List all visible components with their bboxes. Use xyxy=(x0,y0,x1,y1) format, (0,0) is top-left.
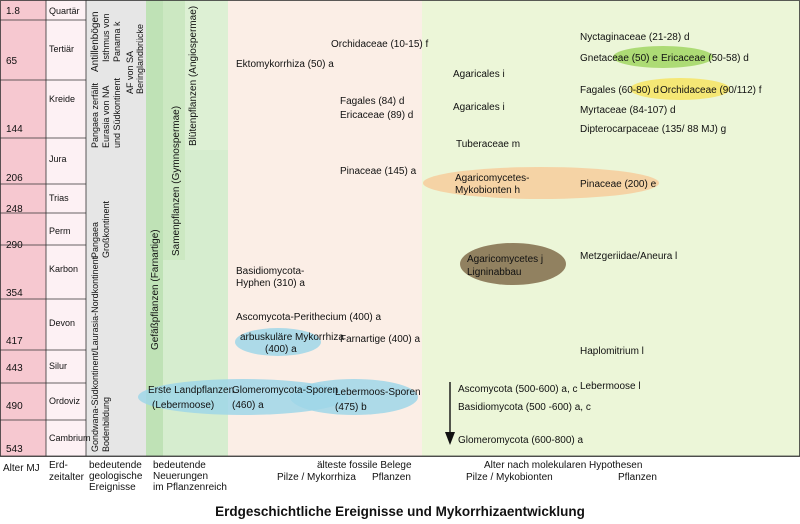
glomeromycota-spores-label: Glomeromycota-Sporen xyxy=(232,385,339,396)
ferns-fossil-label: Farnartige (400) a xyxy=(340,334,421,345)
isthmus-label: Isthmus von xyxy=(101,13,111,62)
agaricales-label: Agaricales i xyxy=(453,102,505,113)
molecular-column-label: Alter nach molekularen Hypothesen xyxy=(484,460,643,471)
basidiomycota-molecular-label: Basidiomycota (500 -600) a, c xyxy=(458,402,591,413)
isthmus-label: Panama k xyxy=(112,21,122,62)
fossil-fungi-column-label: Pilze / Mykorrhiza xyxy=(277,472,356,483)
plant-column-label: im Pflanzenreich xyxy=(153,482,227,493)
seed-plants-label: Samenpflanzen (Gymnospermae) xyxy=(171,105,182,256)
gondwana-label: Gondwana-Südkontinent/Laurasia-Nordkontinent xyxy=(90,256,100,452)
agaricomycetes-mycobiont-label: Agaricomycetes- xyxy=(455,173,530,184)
agaricomycetes-lignin-label: Ligninabbau xyxy=(467,267,522,278)
column-footer xyxy=(3,460,657,493)
arbuscular-mycorrhiza-label: arbuskuläre Mykorrhiza xyxy=(240,332,344,343)
pinaceae-fossil-label: Pinaceae (145) a xyxy=(340,166,417,177)
basidiomycota-hyphae-label: Hyphen (310) a xyxy=(236,278,305,289)
fossil-plants-column-label: Pflanzen xyxy=(372,472,411,483)
age-column-bg xyxy=(0,0,46,456)
age-label: 65 xyxy=(6,56,18,67)
geo-column-label: geologische xyxy=(89,471,143,482)
first-land-plants-label: (Lebermoose) xyxy=(152,400,215,411)
basidiomycota-hyphae-label: Basidiomycota- xyxy=(236,266,305,277)
gnetaceae-label: Gnetaceae (50) e xyxy=(580,53,658,64)
dipterocarpaceae-label: Dipterocarpaceae (135/ 88 MJ) g xyxy=(580,124,727,135)
ascomycota-molecular-label: Ascomycota (500-600) a, c xyxy=(458,384,578,395)
molecular-plants-column-label: Pflanzen xyxy=(618,472,657,483)
bering-label: Beringlandbrücke xyxy=(135,23,145,94)
metzgeriidae-label: Metzgeriidae/Aneura l xyxy=(580,251,678,262)
pinaceae-molecular-label: Pinaceae (200) e xyxy=(580,179,657,190)
era-label: Trias xyxy=(49,193,69,203)
diagram-title: Erdgeschichtliche Ereignisse und Mykorrhizaentwicklung xyxy=(215,504,585,519)
age-label: 443 xyxy=(6,363,23,374)
era-column-label: Erd- xyxy=(49,460,68,471)
era-label: Ordoviz xyxy=(49,396,81,406)
era-label: Devon xyxy=(49,318,76,328)
ascomycota-perithecium-label: Ascomycota-Perithecium (400) a xyxy=(236,312,382,323)
age-label: 543 xyxy=(6,444,23,455)
geo-column-label: bedeutende xyxy=(89,460,142,471)
age-label: 144 xyxy=(6,124,23,135)
first-land-plants-label: Erste Landpflanzen xyxy=(148,385,235,396)
pangaea-label: Pangaea xyxy=(90,221,100,258)
haplomitrium-label: Haplomitrium l xyxy=(580,346,644,357)
vascular-plants-label: Gefäßpflanzen (Farnartige) xyxy=(150,229,161,350)
pangaea-split-label: und Südkontinent xyxy=(112,77,122,148)
soil-formation-label: Bodenbildung xyxy=(101,396,111,452)
geo-column-label: Ereignisse xyxy=(89,482,136,493)
age-column-label: Alter MJ xyxy=(3,463,40,474)
era-label: Kreide xyxy=(49,94,76,104)
agaricomycetes-mycobiont-label: Mykobionten h xyxy=(455,185,521,196)
ericaceae-molecular-label: Ericaceae (50-58) d xyxy=(661,53,749,64)
flowering-plants-label: Blütenpflanzen (Angiospermae) xyxy=(188,5,199,146)
plant-column-label: Neuerungen xyxy=(153,471,209,482)
era-label: Tertiär xyxy=(49,44,75,54)
orchidaceae-molecular-label: Orchidaceae (90/112) f xyxy=(660,85,762,96)
plant-column-label: bedeutende xyxy=(153,460,206,471)
liverwort-spores-label: Lebermoos-Sporen xyxy=(335,387,421,398)
liverwort-spores-label: (475) b xyxy=(335,402,367,413)
era-label: Quartär xyxy=(49,6,80,16)
myrtaceae-label: Myrtaceae (84-107) d xyxy=(580,105,676,116)
era-label: Cambrium xyxy=(49,433,91,443)
fagales-molecular-label: Fagales (60-80) d xyxy=(580,85,659,96)
age-label: 417 xyxy=(6,336,23,347)
molecular-fungi-column-label: Pilze / Mykobionten xyxy=(466,472,553,483)
age-label: 354 xyxy=(6,288,23,299)
nyctaginaceae-label: Nyctaginaceae (21-28) d xyxy=(580,32,690,43)
orchidaceae-fossil-label: Orchidaceae (10-15) f xyxy=(331,39,429,50)
pangaea-split-label: Pangaea zerfällt xyxy=(90,82,100,148)
af-sa-label: AF von SA xyxy=(125,50,135,94)
ectomycorrhiza-label: Ektomykorrhiza (50) a xyxy=(236,59,334,70)
liverworts-molecular-label: Lebermoose l xyxy=(580,381,641,392)
era-column-label: zeitalter xyxy=(49,472,85,483)
glomeromycota-spores-label: (460) a xyxy=(232,400,264,411)
glomeromycota-molecular-label: Glomeromycota (600-800) a xyxy=(458,435,584,446)
era-label: Jura xyxy=(49,154,67,164)
age-label: 206 xyxy=(6,173,23,184)
pangaea-label: Großkontinent xyxy=(101,200,111,258)
age-label: 490 xyxy=(6,401,23,412)
age-label: 290 xyxy=(6,240,23,251)
era-label: Karbon xyxy=(49,264,79,274)
era-label: Silur xyxy=(49,361,68,371)
fagales-fossil-label: Fagales (84) d xyxy=(340,96,405,107)
agaricomycetes-lignin-label: Agaricomycetes j xyxy=(467,254,544,265)
antillen-label: Antillenbögen xyxy=(90,11,101,72)
age-label: 1.8 xyxy=(6,6,20,17)
age-label: 248 xyxy=(6,204,23,215)
ericaceae-fossil-label: Ericaceae (89) d xyxy=(340,110,414,121)
era-label: Perm xyxy=(49,226,71,236)
pangaea-split-label: Eurasia von NA xyxy=(101,85,111,148)
agaricales-label: Agaricales i xyxy=(453,69,505,80)
tuberaceae-label: Tuberaceae m xyxy=(456,139,521,150)
arbuscular-mycorrhiza-label: (400) a xyxy=(265,344,297,355)
fossil-column-label: älteste fossile Belege xyxy=(317,460,412,471)
